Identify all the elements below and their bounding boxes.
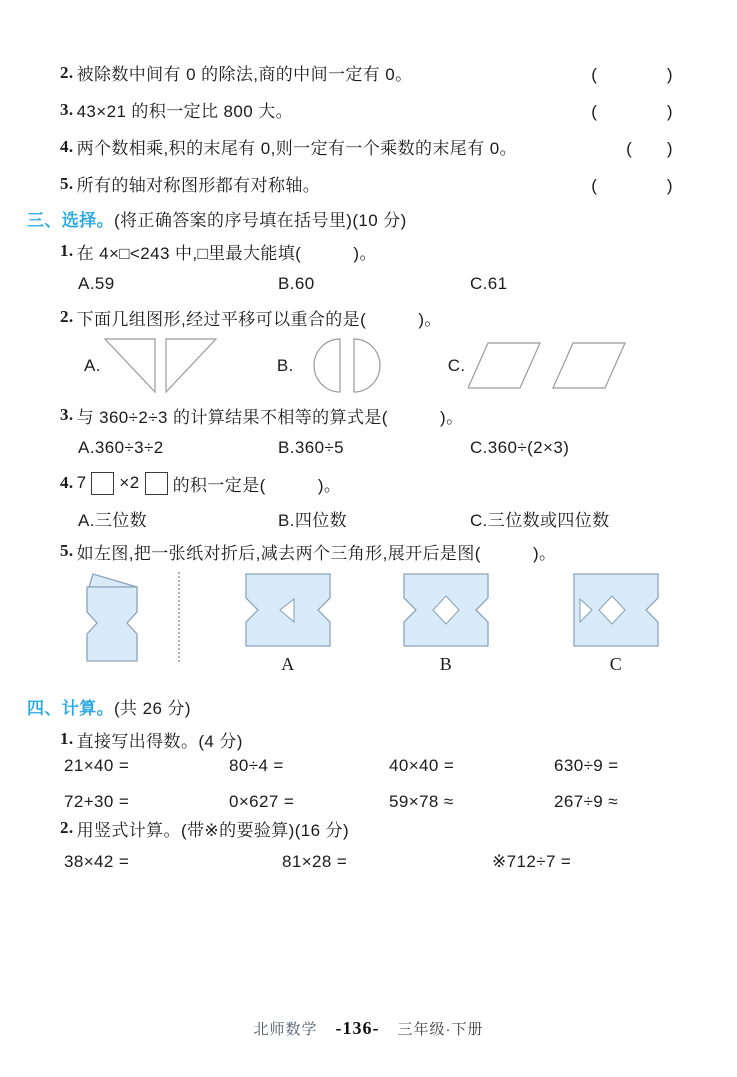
equation: 80÷4 = bbox=[229, 756, 284, 775]
choice-q4-options bbox=[0, 502, 737, 534]
unfolded-option-c bbox=[572, 572, 660, 675]
unfolded-option-b bbox=[402, 572, 490, 675]
figure-option-b bbox=[277, 337, 398, 395]
question-number: 3. bbox=[60, 405, 74, 424]
item-number: 2. bbox=[60, 62, 74, 82]
choice-q2 bbox=[0, 300, 737, 334]
option-c: C.61 bbox=[470, 274, 508, 293]
item-number: 4. bbox=[60, 136, 74, 156]
section-note: (将正确答案的序号填在括号里)(10 分) bbox=[114, 210, 407, 230]
item-text: 被除数中间有 0 的除法,商的中间一定有 0。 bbox=[76, 65, 413, 84]
equation: 81×28 = bbox=[282, 852, 348, 871]
figure-label: B bbox=[439, 654, 453, 674]
option-a: A.59 bbox=[78, 274, 115, 293]
option-b: B.60 bbox=[278, 274, 315, 293]
mirrored-halfcircles-icon bbox=[296, 337, 398, 395]
equation: 59×78 ≈ bbox=[389, 792, 454, 811]
choice-q4 bbox=[0, 464, 737, 502]
equation: 267÷9 ≈ bbox=[554, 792, 619, 811]
section-heading-calculation bbox=[0, 690, 737, 722]
equation: 40×40 = bbox=[389, 756, 455, 775]
question-text: 用竖式计算。(带※的要验算)(16 分) bbox=[76, 820, 350, 840]
true-false-item bbox=[0, 54, 737, 91]
paper-b-icon bbox=[402, 572, 490, 648]
figure-option-a bbox=[84, 337, 221, 395]
question-text-part: ×2 bbox=[119, 473, 140, 492]
choice-q3 bbox=[0, 398, 737, 432]
choice-q1 bbox=[0, 234, 737, 268]
option-a: A.360÷3÷2 bbox=[78, 438, 164, 457]
question-number: 4. bbox=[60, 473, 74, 492]
option-b: B.四位数 bbox=[278, 510, 348, 530]
item-number: 3. bbox=[60, 99, 74, 119]
answer-bracket: ( ) bbox=[626, 139, 673, 158]
true-false-item bbox=[0, 128, 737, 165]
option-b: B.360÷5 bbox=[278, 438, 345, 457]
volume-label: 三年级·下册 bbox=[397, 1021, 484, 1038]
mental-math-grid bbox=[0, 756, 737, 809]
figure-label: A bbox=[281, 654, 295, 674]
option-label: C. bbox=[447, 356, 466, 375]
question-number: 2. bbox=[60, 818, 74, 837]
section-heading-choice bbox=[0, 202, 737, 234]
calc-q2 bbox=[0, 811, 737, 845]
option-label: A. bbox=[84, 356, 101, 375]
item-text: 所有的轴对称图形都有对称轴。 bbox=[76, 176, 321, 195]
question-text: 下面几组图形,经过平移可以重合的是( )。 bbox=[76, 309, 442, 329]
answer-bracket: ( ) bbox=[591, 102, 673, 121]
option-c: C.三位数或四位数 bbox=[470, 510, 610, 530]
answer-bracket: ( ) bbox=[591, 65, 673, 84]
calc-q1 bbox=[0, 722, 737, 756]
choice-q2-figures bbox=[0, 334, 737, 398]
answer-bracket: ( ) bbox=[591, 176, 673, 195]
question-text: 与 360÷2÷3 的计算结果不相等的算式是( )。 bbox=[76, 407, 464, 427]
equation: 630÷9 = bbox=[554, 756, 619, 775]
item-number: 5. bbox=[60, 173, 74, 193]
true-false-section bbox=[0, 54, 737, 202]
true-false-item bbox=[0, 91, 737, 128]
page-number: -136- bbox=[335, 1018, 380, 1038]
question-number: 1. bbox=[60, 729, 74, 748]
question-text-part: 7 bbox=[76, 473, 87, 492]
question-number: 2. bbox=[60, 307, 74, 326]
section-note: (共 26 分) bbox=[114, 698, 191, 718]
equation: ※712÷7 = bbox=[492, 852, 572, 871]
question-text: 在 4×□<243 中,□里最大能填( )。 bbox=[76, 243, 377, 263]
option-a: A.三位数 bbox=[78, 510, 148, 530]
item-text: 两个数相乘,积的末尾有 0,则一定有一个乘数的末尾有 0。 bbox=[76, 139, 517, 158]
blank-box bbox=[91, 472, 114, 495]
option-label: B. bbox=[276, 356, 294, 375]
equation: 0×627 = bbox=[229, 792, 295, 811]
section-title: 三、选择。 bbox=[27, 210, 114, 230]
section-title: 四、计算。 bbox=[27, 698, 114, 718]
equation: 72+30 = bbox=[64, 792, 130, 811]
question-number: 5. bbox=[60, 541, 74, 560]
choice-q5-figures bbox=[0, 572, 737, 690]
equation: 21×40 = bbox=[64, 756, 130, 775]
paper-c-icon bbox=[572, 572, 660, 648]
figure-option-c bbox=[448, 341, 626, 391]
unfolded-option-a bbox=[244, 572, 332, 675]
item-text: 43×21 的积一定比 800 大。 bbox=[76, 102, 294, 121]
parallelograms-icon bbox=[468, 341, 626, 391]
true-false-item bbox=[0, 165, 737, 202]
figure-label: C bbox=[609, 654, 623, 674]
question-text: 直接写出得数。(4 分) bbox=[76, 731, 243, 751]
choice-q1-options bbox=[0, 268, 737, 300]
choice-q3-options bbox=[0, 432, 737, 464]
equation: 38×42 = bbox=[64, 852, 130, 871]
folded-paper-icon bbox=[80, 572, 140, 664]
option-c: C.360÷(2×3) bbox=[470, 438, 570, 457]
question-text: 如左图,把一张纸对折后,减去两个三角形,展开后是图( )。 bbox=[76, 543, 557, 563]
book-title: 北师数学 bbox=[253, 1021, 318, 1038]
blank-box bbox=[145, 472, 168, 495]
question-text-part: 的积一定是( )。 bbox=[172, 475, 342, 495]
paper-a-icon bbox=[244, 572, 332, 648]
dotted-divider bbox=[178, 572, 180, 662]
choice-q5 bbox=[0, 534, 737, 568]
question-number: 1. bbox=[60, 241, 74, 260]
mirrored-triangles-icon bbox=[103, 337, 221, 395]
page-footer bbox=[0, 1018, 737, 1039]
column-calculation-row bbox=[0, 845, 737, 879]
